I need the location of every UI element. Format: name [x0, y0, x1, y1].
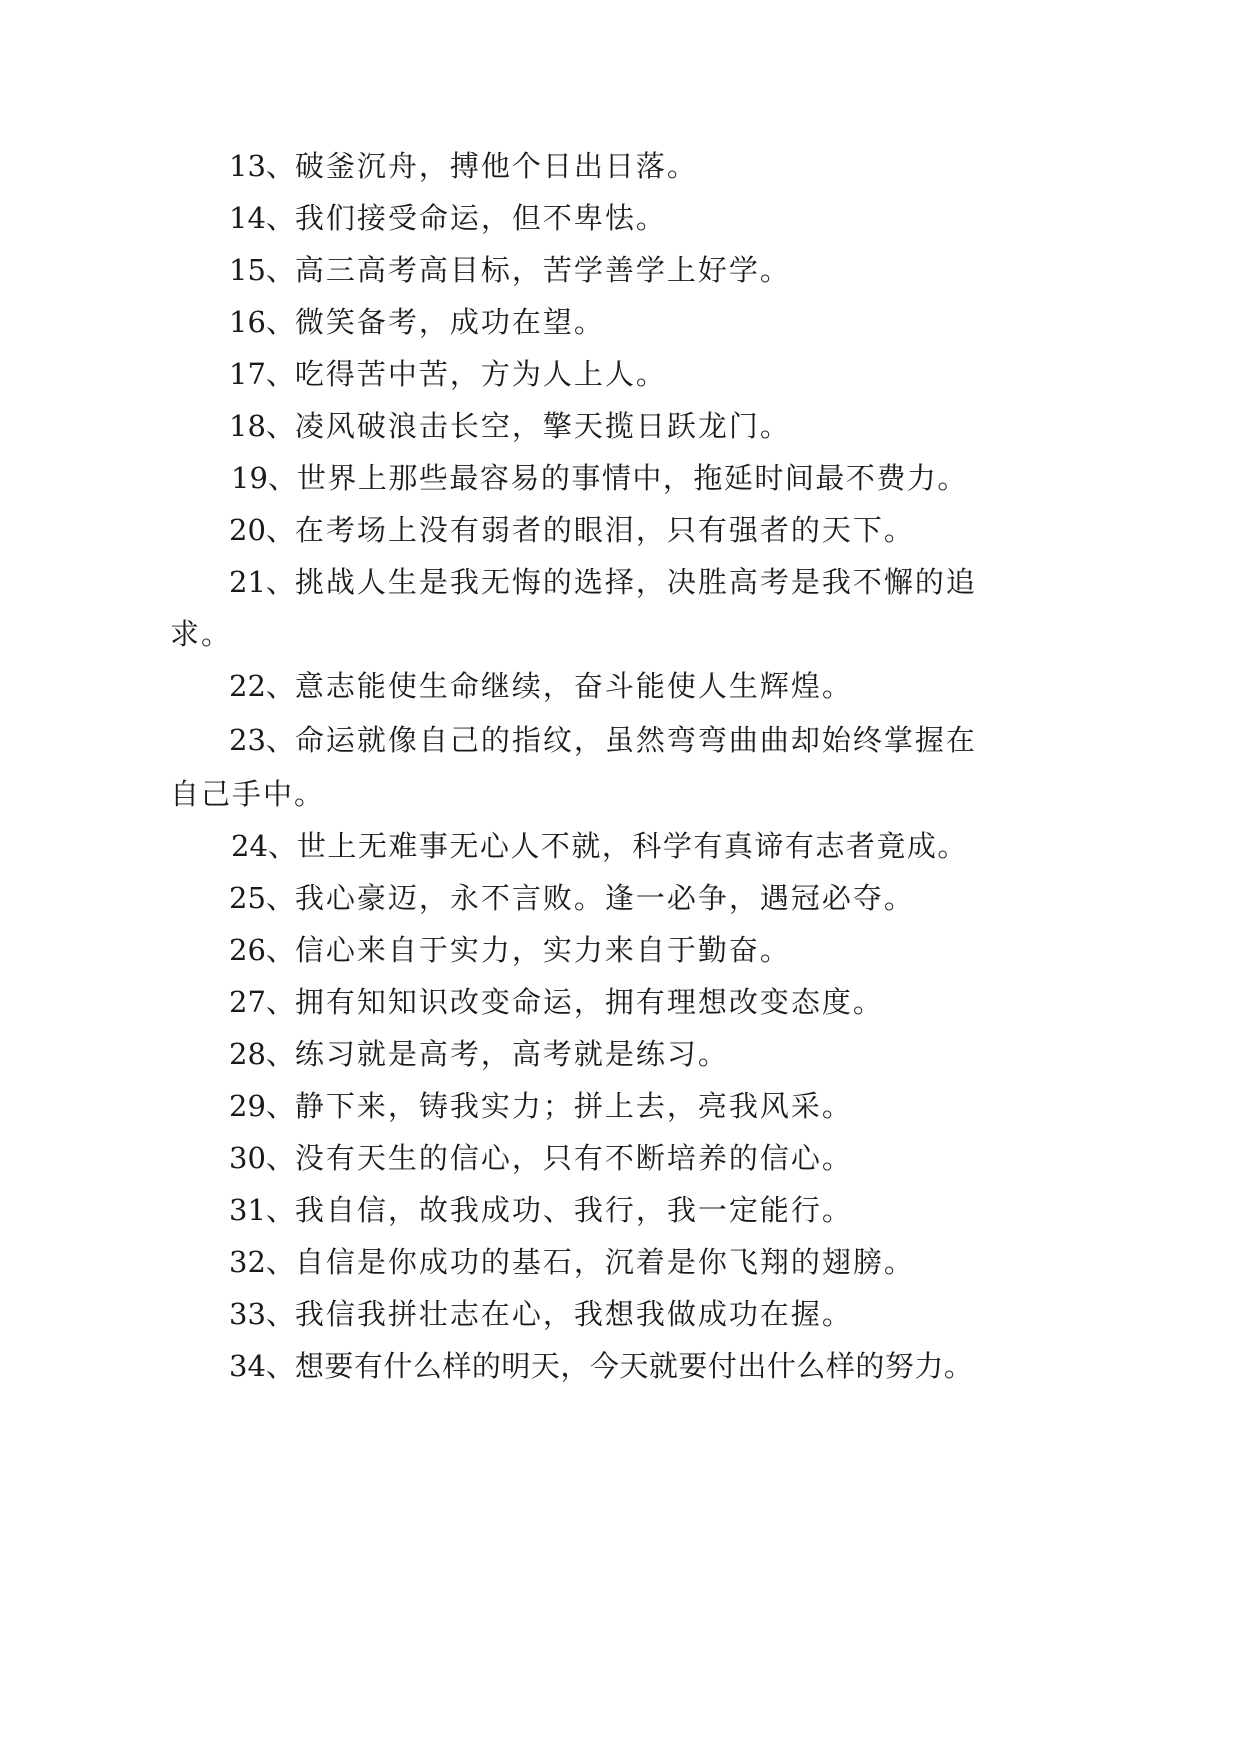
item-text: 求。 [170, 617, 233, 651]
item-number: 30、 [229, 1141, 295, 1175]
item-text: 微笑备考，成功在望。 [294, 305, 605, 339]
text-line [229, 668, 853, 704]
text-line [229, 304, 605, 340]
text-line [229, 932, 791, 968]
item-text: 世界上那些最容易的事情中，拖延时间最不费力。 [296, 461, 968, 495]
text-line [231, 460, 968, 496]
item-text: 自己手中。 [170, 777, 326, 811]
text-line [229, 1244, 915, 1280]
text-line [229, 984, 884, 1020]
text-line [229, 1140, 853, 1176]
item-number: 24、 [231, 829, 297, 863]
item-number: 13、 [229, 149, 295, 183]
item-number: 21、 [229, 565, 295, 599]
item-text: 意志能使生命继续，奋斗能使人生辉煌。 [294, 669, 853, 703]
text-line [229, 1088, 853, 1124]
item-text: 静下来，铸我实力；拼上去，亮我风采。 [294, 1089, 853, 1123]
item-number: 19、 [231, 461, 297, 495]
text-line-continuation [170, 776, 325, 812]
item-number: 28、 [229, 1037, 295, 1071]
item-text: 我信我拼壮志在心，我想我做成功在握。 [294, 1297, 853, 1331]
text-line [231, 828, 968, 864]
text-line [229, 1348, 973, 1384]
text-line-continuation [170, 616, 232, 652]
item-number: 22、 [229, 669, 295, 703]
text-line [229, 1036, 729, 1072]
item-text: 世上无难事无心人不就，科学有真谛有志者竟成。 [296, 829, 968, 863]
item-text: 我心豪迈，永不言败。逢一必争，遇冠必夺。 [294, 881, 915, 915]
item-text: 信心来自于实力，实力来自于勤奋。 [294, 933, 791, 967]
item-text: 挑战人生是我无悔的选择，决胜高考是我不懈的追 [294, 565, 977, 599]
text-line [229, 564, 977, 600]
text-line [229, 1192, 853, 1228]
item-number: 23、 [229, 723, 295, 757]
item-text: 拥有知知识改变命运，拥有理想改变态度。 [294, 985, 884, 1019]
item-text: 在考场上没有弱者的眼泪，只有强者的天下。 [294, 513, 915, 547]
item-number: 25、 [229, 881, 295, 915]
item-number: 29、 [229, 1089, 295, 1123]
item-number: 17、 [229, 357, 295, 391]
item-number: 33、 [229, 1297, 295, 1331]
item-text: 破釜沉舟，搏他个日出日落。 [294, 149, 698, 183]
item-number: 20、 [229, 513, 295, 547]
text-line [229, 148, 698, 184]
text-line [229, 408, 791, 444]
text-line [229, 512, 915, 548]
text-line [229, 880, 915, 916]
item-text: 练习就是高考，高考就是练习。 [294, 1037, 729, 1071]
item-number: 15、 [229, 253, 295, 287]
text-line [229, 1296, 853, 1332]
item-text: 没有天生的信心，只有不断培养的信心。 [294, 1141, 853, 1175]
text-line [229, 356, 667, 392]
text-line [229, 722, 977, 758]
item-text: 凌风破浪击长空，擎天揽日跃龙门。 [294, 409, 791, 443]
item-text: 高三高考高目标，苦学善学上好学。 [294, 253, 791, 287]
item-number: 31、 [229, 1193, 295, 1227]
item-number: 16、 [229, 305, 295, 339]
item-text: 我自信，故我成功、我行，我一定能行。 [294, 1193, 853, 1227]
text-line [229, 200, 667, 236]
item-text: 想要有什么样的明天，今天就要付出什么样的努力。 [294, 1349, 974, 1383]
item-text: 命运就像自己的指纹，虽然弯弯曲曲却始终掌握在 [294, 723, 977, 757]
item-number: 32、 [229, 1245, 295, 1279]
text-line [229, 252, 791, 288]
item-text: 我们接受命运，但不卑怯。 [294, 201, 667, 235]
item-text: 自信是你成功的基石，沉着是你飞翔的翅膀。 [294, 1245, 915, 1279]
item-number: 27、 [229, 985, 295, 1019]
item-number: 34、 [229, 1349, 295, 1383]
item-number: 14、 [229, 201, 295, 235]
item-number: 18、 [229, 409, 295, 443]
item-text: 吃得苦中苦，方为人上人。 [294, 357, 667, 391]
item-number: 26、 [229, 933, 295, 967]
